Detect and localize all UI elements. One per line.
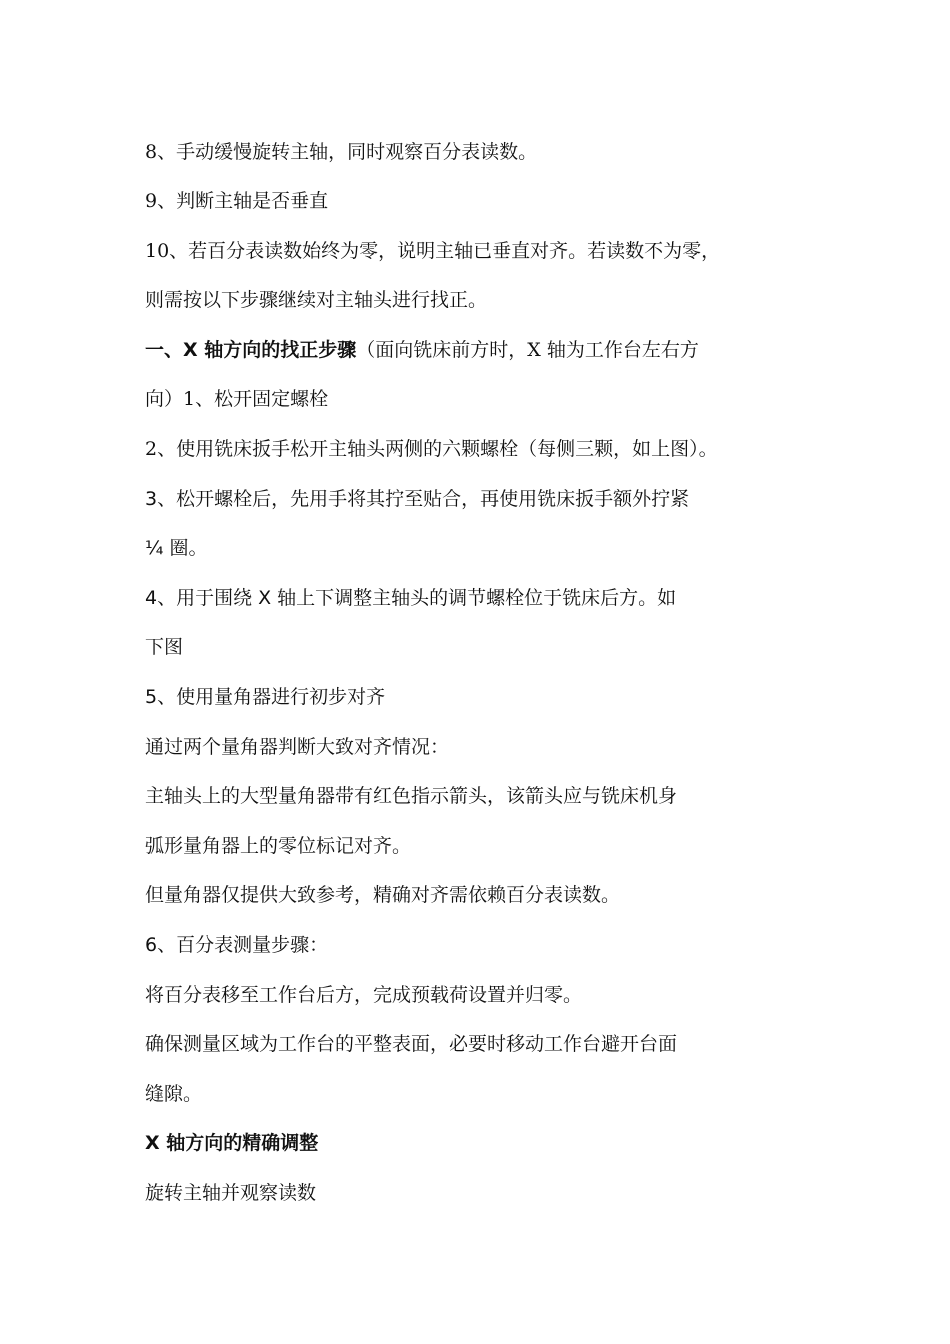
step-9-text: 9、判断主轴是否垂直 [145, 190, 329, 212]
step-10-text: 10、若百分表读数始终为零，说明主轴已垂直对齐。若读数不为零， [145, 240, 721, 262]
section-heading-note: （面向铣床前方时，X 轴为工作台左右方 [356, 339, 699, 361]
precise-adjustment-heading: X 轴方向的精确调整 [145, 1132, 319, 1154]
section-heading-line [145, 332, 835, 368]
protractor-detail-continuation: 弧形量角器上的零位标记对齐。 [145, 835, 412, 857]
substep-4-text: 4、用于围绕 X 轴上下调整主轴头的调节螺栓位于铣床后方。如 [145, 587, 677, 609]
protractor-detail-text: 主轴头上的大型量角器带有红色指示箭头，该箭头应与铣床机身 [145, 785, 678, 807]
step-8-text: 8、手动缓慢旋转主轴，同时观察百分表读数。 [145, 141, 538, 163]
substep-3-text: 3、松开螺栓后，先用手将其拧至贴合，再使用铣床扳手额外拧紧 [145, 488, 690, 510]
substep-1-text: 向）1、松开固定螺栓 [145, 388, 329, 410]
substep-4-continuation: 下图 [145, 636, 184, 658]
measurement-area-text: 确保测量区域为工作台的平整表面，必要时移动工作台避开台面 [145, 1033, 678, 1055]
dial-indicator-setup-text: 将百分表移至工作台后方，完成预载荷设置并归零。 [145, 984, 583, 1006]
rotate-spindle-text: 旋转主轴并观察读数 [145, 1182, 317, 1204]
measurement-area-continuation: 缝隙。 [145, 1083, 203, 1105]
step-10-continuation: 则需按以下步骤继续对主轴头进行找正。 [145, 289, 488, 311]
substep-2-text: 2、使用铣床扳手松开主轴头两侧的六颗螺栓（每侧三颗，如上图）。 [145, 438, 718, 460]
substep-6-text: 6、百分表测量步骤： [145, 934, 329, 956]
section-heading: 一、X 轴方向的找正步骤 [145, 339, 357, 361]
substep-5-text: 5、使用量角器进行初步对齐 [145, 686, 386, 708]
protractor-intro-text: 通过两个量角器判断大致对齐情况： [145, 736, 450, 758]
substep-3-continuation: ¼ 圈。 [145, 537, 208, 559]
protractor-note-text: 但量角器仅提供大致参考，精确对齐需依赖百分表读数。 [145, 884, 621, 906]
